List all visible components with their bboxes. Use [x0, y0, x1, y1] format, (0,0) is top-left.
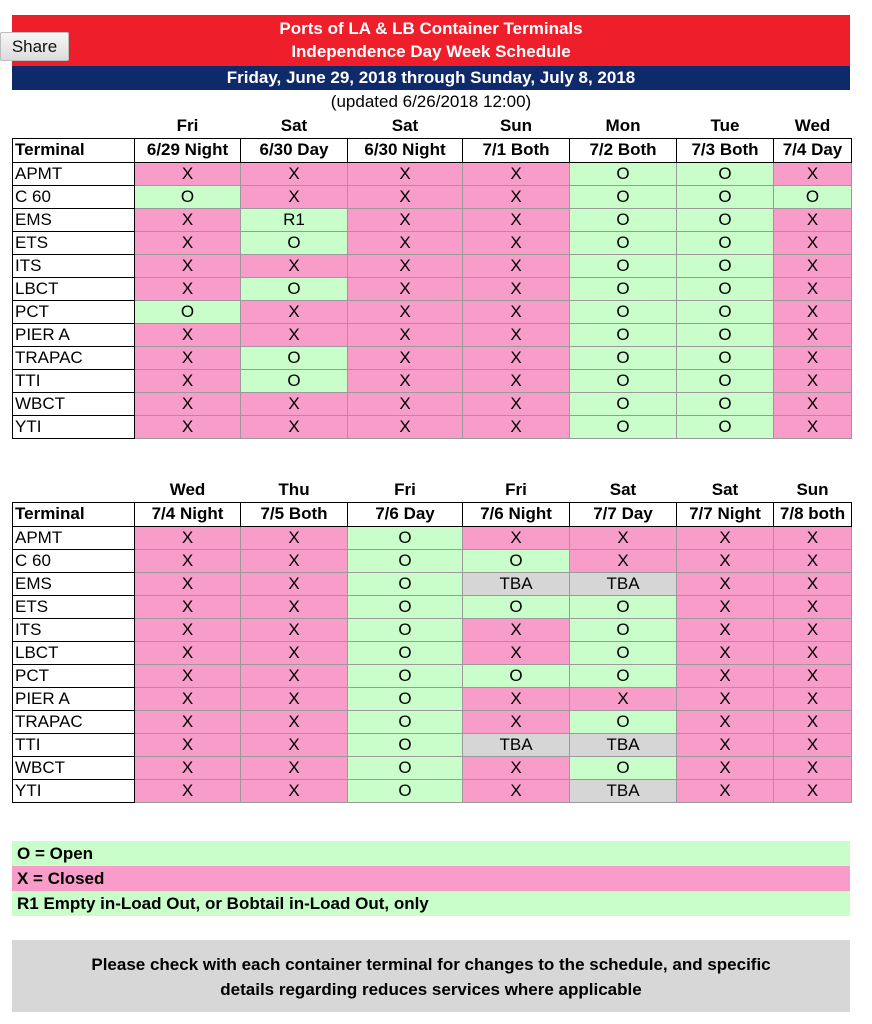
status-cell: X	[463, 526, 570, 549]
terminal-name: WBCT	[13, 392, 135, 415]
page-title: Ports of LA & LB Container Terminals	[279, 19, 583, 38]
status-cell: O	[348, 687, 463, 710]
terminal-name: ITS	[13, 618, 135, 641]
status-cell: O	[348, 710, 463, 733]
status-cell: X	[463, 392, 570, 415]
status-cell: O	[570, 756, 677, 779]
column-header: 7/3 Both	[677, 138, 774, 162]
status-cell: X	[774, 710, 852, 733]
legend-closed: X = Closed	[12, 866, 850, 891]
table-row	[13, 664, 852, 687]
terminal-name: PIER A	[13, 323, 135, 346]
day-label: Mon	[570, 114, 677, 138]
status-cell: O	[570, 277, 677, 300]
status-cell: O	[135, 185, 241, 208]
day-label: Sat	[241, 114, 348, 138]
status-cell: O	[570, 641, 677, 664]
status-cell: X	[241, 618, 348, 641]
column-header: 6/29 Night	[135, 138, 241, 162]
table-row	[13, 323, 852, 346]
status-cell: O	[348, 779, 463, 802]
status-cell: X	[677, 756, 774, 779]
status-cell: O	[677, 162, 774, 185]
status-cell: O	[677, 254, 774, 277]
status-cell: X	[774, 572, 852, 595]
status-cell: O	[570, 369, 677, 392]
status-cell: X	[463, 208, 570, 231]
status-cell: X	[241, 687, 348, 710]
status-cell: X	[774, 231, 852, 254]
note-line: details regarding reduces services where applicable	[220, 980, 642, 999]
table-row	[13, 369, 852, 392]
status-cell: O	[677, 392, 774, 415]
terminal-name: EMS	[13, 572, 135, 595]
status-cell: O	[348, 618, 463, 641]
status-cell: O	[241, 231, 348, 254]
day-label: Wed	[774, 114, 852, 138]
status-cell: O	[570, 231, 677, 254]
status-cell: O	[677, 185, 774, 208]
table-row	[13, 595, 852, 618]
status-cell: X	[348, 277, 463, 300]
day-label: Sat	[677, 478, 774, 502]
legend-r1: R1 Empty in-Load Out, or Bobtail in-Load Out, only	[12, 891, 850, 916]
table-row	[13, 392, 852, 415]
table-row	[13, 415, 852, 438]
status-cell: X	[241, 392, 348, 415]
status-cell: X	[241, 733, 348, 756]
status-cell: X	[774, 641, 852, 664]
status-cell: X	[774, 323, 852, 346]
status-cell: X	[774, 300, 852, 323]
status-cell: X	[463, 779, 570, 802]
status-cell: X	[135, 162, 241, 185]
status-cell: X	[241, 664, 348, 687]
status-cell: X	[241, 549, 348, 572]
status-cell: X	[135, 208, 241, 231]
status-cell: O	[348, 595, 463, 618]
status-cell: O	[348, 756, 463, 779]
terminal-name: EMS	[13, 208, 135, 231]
status-cell: X	[774, 595, 852, 618]
table-row	[13, 346, 852, 369]
column-header: 7/6 Day	[348, 502, 463, 526]
status-cell: X	[463, 415, 570, 438]
status-cell: O	[135, 300, 241, 323]
status-cell: TBA	[570, 733, 677, 756]
status-cell: TBA	[463, 572, 570, 595]
status-cell: X	[135, 392, 241, 415]
legend	[12, 841, 850, 916]
table-row	[13, 231, 852, 254]
status-cell: X	[348, 162, 463, 185]
status-cell: TBA	[570, 779, 677, 802]
terminal-name: PCT	[13, 300, 135, 323]
status-cell: TBA	[570, 572, 677, 595]
status-cell: X	[677, 733, 774, 756]
status-cell: X	[677, 549, 774, 572]
status-cell: X	[677, 526, 774, 549]
status-cell: X	[677, 687, 774, 710]
status-cell: X	[135, 254, 241, 277]
terminal-name: LBCT	[13, 277, 135, 300]
status-cell: O	[348, 641, 463, 664]
status-cell: X	[241, 779, 348, 802]
day-label: Sun	[463, 114, 570, 138]
status-cell: O	[348, 664, 463, 687]
terminal-name: PCT	[13, 664, 135, 687]
updated-timestamp: (updated 6/26/2018 12:00)	[330, 92, 532, 111]
status-cell: X	[135, 756, 241, 779]
terminal-name: ETS	[13, 595, 135, 618]
status-cell: X	[463, 346, 570, 369]
status-cell: X	[774, 618, 852, 641]
column-header: 7/4 Night	[135, 502, 241, 526]
status-cell: O	[677, 323, 774, 346]
status-cell: X	[774, 392, 852, 415]
terminal-name: LBCT	[13, 641, 135, 664]
status-cell: O	[570, 415, 677, 438]
status-cell: O	[677, 369, 774, 392]
status-cell: O	[463, 664, 570, 687]
status-cell: X	[677, 664, 774, 687]
table-row	[13, 277, 852, 300]
status-cell: X	[463, 231, 570, 254]
status-cell: X	[135, 526, 241, 549]
status-cell: O	[348, 733, 463, 756]
table-row	[13, 300, 852, 323]
status-cell: X	[241, 185, 348, 208]
status-cell: O	[570, 254, 677, 277]
status-cell: X	[135, 595, 241, 618]
status-cell: O	[570, 185, 677, 208]
status-cell: X	[241, 641, 348, 664]
status-cell: X	[677, 572, 774, 595]
status-cell: X	[774, 346, 852, 369]
status-cell: R1	[241, 208, 348, 231]
status-cell: X	[774, 549, 852, 572]
day-label: Tue	[677, 114, 774, 138]
status-cell: O	[677, 346, 774, 369]
status-cell: X	[241, 323, 348, 346]
column-header: 7/5 Both	[241, 502, 348, 526]
status-cell: X	[348, 369, 463, 392]
status-cell: X	[677, 595, 774, 618]
legend-open: O = Open	[12, 841, 850, 866]
status-cell: X	[570, 526, 677, 549]
table-row	[13, 687, 852, 710]
terminal-name: WBCT	[13, 756, 135, 779]
status-cell: X	[135, 779, 241, 802]
status-cell: O	[348, 549, 463, 572]
status-cell: X	[241, 710, 348, 733]
status-cell: X	[774, 779, 852, 802]
status-cell: X	[348, 208, 463, 231]
status-cell: O	[348, 572, 463, 595]
terminal-name: TRAPAC	[13, 346, 135, 369]
column-header: 7/4 Day	[774, 138, 852, 162]
status-cell: X	[241, 595, 348, 618]
status-cell: O	[241, 346, 348, 369]
status-cell: O	[677, 415, 774, 438]
status-cell: X	[348, 323, 463, 346]
status-cell: O	[241, 277, 348, 300]
column-header: 7/8 both	[774, 502, 852, 526]
status-cell: X	[135, 687, 241, 710]
status-cell: X	[348, 392, 463, 415]
status-cell: O	[570, 346, 677, 369]
status-cell: X	[463, 277, 570, 300]
schedule-disclaimer-note	[12, 940, 850, 1012]
terminal-name: TTI	[13, 733, 135, 756]
schedule-table-week2	[12, 478, 852, 803]
status-cell: X	[463, 710, 570, 733]
table-row	[13, 254, 852, 277]
status-cell: X	[241, 254, 348, 277]
note-line: Please check with each container terminal for changes to the schedule, and specific	[91, 955, 771, 974]
status-cell: O	[570, 300, 677, 323]
status-cell: X	[774, 277, 852, 300]
status-cell: X	[774, 369, 852, 392]
table-row	[13, 526, 852, 549]
table-row	[13, 641, 852, 664]
terminal-name: APMT	[13, 526, 135, 549]
status-cell: X	[241, 162, 348, 185]
share-button[interactable]: Share	[0, 32, 69, 61]
column-header: 7/7 Day	[570, 502, 677, 526]
status-cell: O	[570, 710, 677, 733]
title-banner	[12, 15, 850, 66]
status-cell: X	[241, 572, 348, 595]
status-cell: X	[677, 710, 774, 733]
terminal-column-header: Terminal	[13, 138, 135, 162]
status-cell: X	[677, 641, 774, 664]
status-cell: X	[463, 323, 570, 346]
table-row	[13, 710, 852, 733]
day-label: Thu	[241, 478, 348, 502]
table-row	[13, 572, 852, 595]
status-cell: X	[463, 162, 570, 185]
table-row	[13, 162, 852, 185]
schedule-table-week1	[12, 114, 852, 439]
status-cell: X	[135, 572, 241, 595]
column-header: 7/2 Both	[570, 138, 677, 162]
status-cell: X	[135, 710, 241, 733]
terminal-name: C 60	[13, 185, 135, 208]
day-header-row	[13, 478, 852, 502]
status-cell: O	[570, 664, 677, 687]
status-cell: X	[774, 733, 852, 756]
table-row	[13, 208, 852, 231]
terminal-name: ETS	[13, 231, 135, 254]
status-cell: X	[463, 687, 570, 710]
column-header: 6/30 Day	[241, 138, 348, 162]
status-cell: X	[463, 300, 570, 323]
table-row	[13, 618, 852, 641]
status-cell: X	[135, 323, 241, 346]
status-cell: X	[463, 254, 570, 277]
date-range-banner: Friday, June 29, 2018 through Sunday, July 8, 2018	[12, 66, 850, 90]
column-header: 7/7 Night	[677, 502, 774, 526]
status-cell: X	[241, 300, 348, 323]
status-cell: X	[677, 779, 774, 802]
status-cell: O	[677, 208, 774, 231]
status-cell: X	[135, 641, 241, 664]
status-cell: X	[463, 641, 570, 664]
terminal-name: TTI	[13, 369, 135, 392]
status-cell: X	[570, 549, 677, 572]
status-cell: O	[774, 185, 852, 208]
status-cell: O	[570, 323, 677, 346]
status-cell: X	[135, 277, 241, 300]
status-cell: X	[135, 664, 241, 687]
day-header-row	[13, 114, 852, 138]
status-cell: X	[774, 415, 852, 438]
blank-header-cell	[13, 478, 135, 502]
status-cell: O	[348, 526, 463, 549]
status-cell: O	[463, 595, 570, 618]
status-cell: X	[774, 254, 852, 277]
column-header: 7/6 Night	[463, 502, 570, 526]
status-cell: X	[774, 526, 852, 549]
status-cell: O	[570, 162, 677, 185]
status-cell: X	[463, 369, 570, 392]
table-row	[13, 756, 852, 779]
terminal-name: YTI	[13, 779, 135, 802]
terminal-name: YTI	[13, 415, 135, 438]
blank-header-cell	[13, 114, 135, 138]
status-cell: X	[241, 526, 348, 549]
column-header-row	[13, 502, 852, 526]
terminal-name: C 60	[13, 549, 135, 572]
status-cell: X	[135, 415, 241, 438]
column-header-row	[13, 138, 852, 162]
day-label: Sat	[348, 114, 463, 138]
status-cell: X	[348, 185, 463, 208]
status-cell: X	[774, 208, 852, 231]
column-header: 6/30 Night	[348, 138, 463, 162]
status-cell: X	[463, 618, 570, 641]
status-cell: X	[348, 300, 463, 323]
day-label: Fri	[135, 114, 241, 138]
status-cell: X	[463, 756, 570, 779]
status-cell: X	[774, 687, 852, 710]
status-cell: O	[677, 231, 774, 254]
column-header: 7/1 Both	[463, 138, 570, 162]
status-cell: O	[570, 392, 677, 415]
status-cell: TBA	[463, 733, 570, 756]
status-cell: X	[774, 162, 852, 185]
status-cell: X	[135, 369, 241, 392]
status-cell: X	[348, 346, 463, 369]
terminal-name: TRAPAC	[13, 710, 135, 733]
terminal-name: APMT	[13, 162, 135, 185]
day-label: Fri	[348, 478, 463, 502]
terminal-name: ITS	[13, 254, 135, 277]
table-row	[13, 779, 852, 802]
status-cell: X	[348, 254, 463, 277]
table-row	[13, 549, 852, 572]
table-row	[13, 733, 852, 756]
status-cell: X	[135, 346, 241, 369]
status-cell: X	[135, 733, 241, 756]
page-subtitle: Independence Day Week Schedule	[291, 42, 571, 61]
status-cell: X	[348, 415, 463, 438]
status-cell: O	[570, 618, 677, 641]
status-cell: O	[677, 300, 774, 323]
table-row	[13, 185, 852, 208]
day-label: Fri	[463, 478, 570, 502]
status-cell: O	[241, 369, 348, 392]
status-cell: O	[463, 549, 570, 572]
day-label: Wed	[135, 478, 241, 502]
status-cell: X	[570, 687, 677, 710]
terminal-name: PIER A	[13, 687, 135, 710]
day-label: Sat	[570, 478, 677, 502]
day-label: Sun	[774, 478, 852, 502]
status-cell: O	[677, 277, 774, 300]
status-cell: X	[135, 618, 241, 641]
status-cell: X	[135, 231, 241, 254]
status-cell: X	[241, 756, 348, 779]
terminal-column-header: Terminal	[13, 502, 135, 526]
status-cell: X	[348, 231, 463, 254]
status-cell: X	[135, 549, 241, 572]
status-cell: X	[241, 415, 348, 438]
status-cell: X	[774, 664, 852, 687]
status-cell: O	[570, 208, 677, 231]
status-cell: X	[774, 756, 852, 779]
status-cell: O	[570, 595, 677, 618]
status-cell: X	[463, 185, 570, 208]
status-cell: X	[677, 618, 774, 641]
